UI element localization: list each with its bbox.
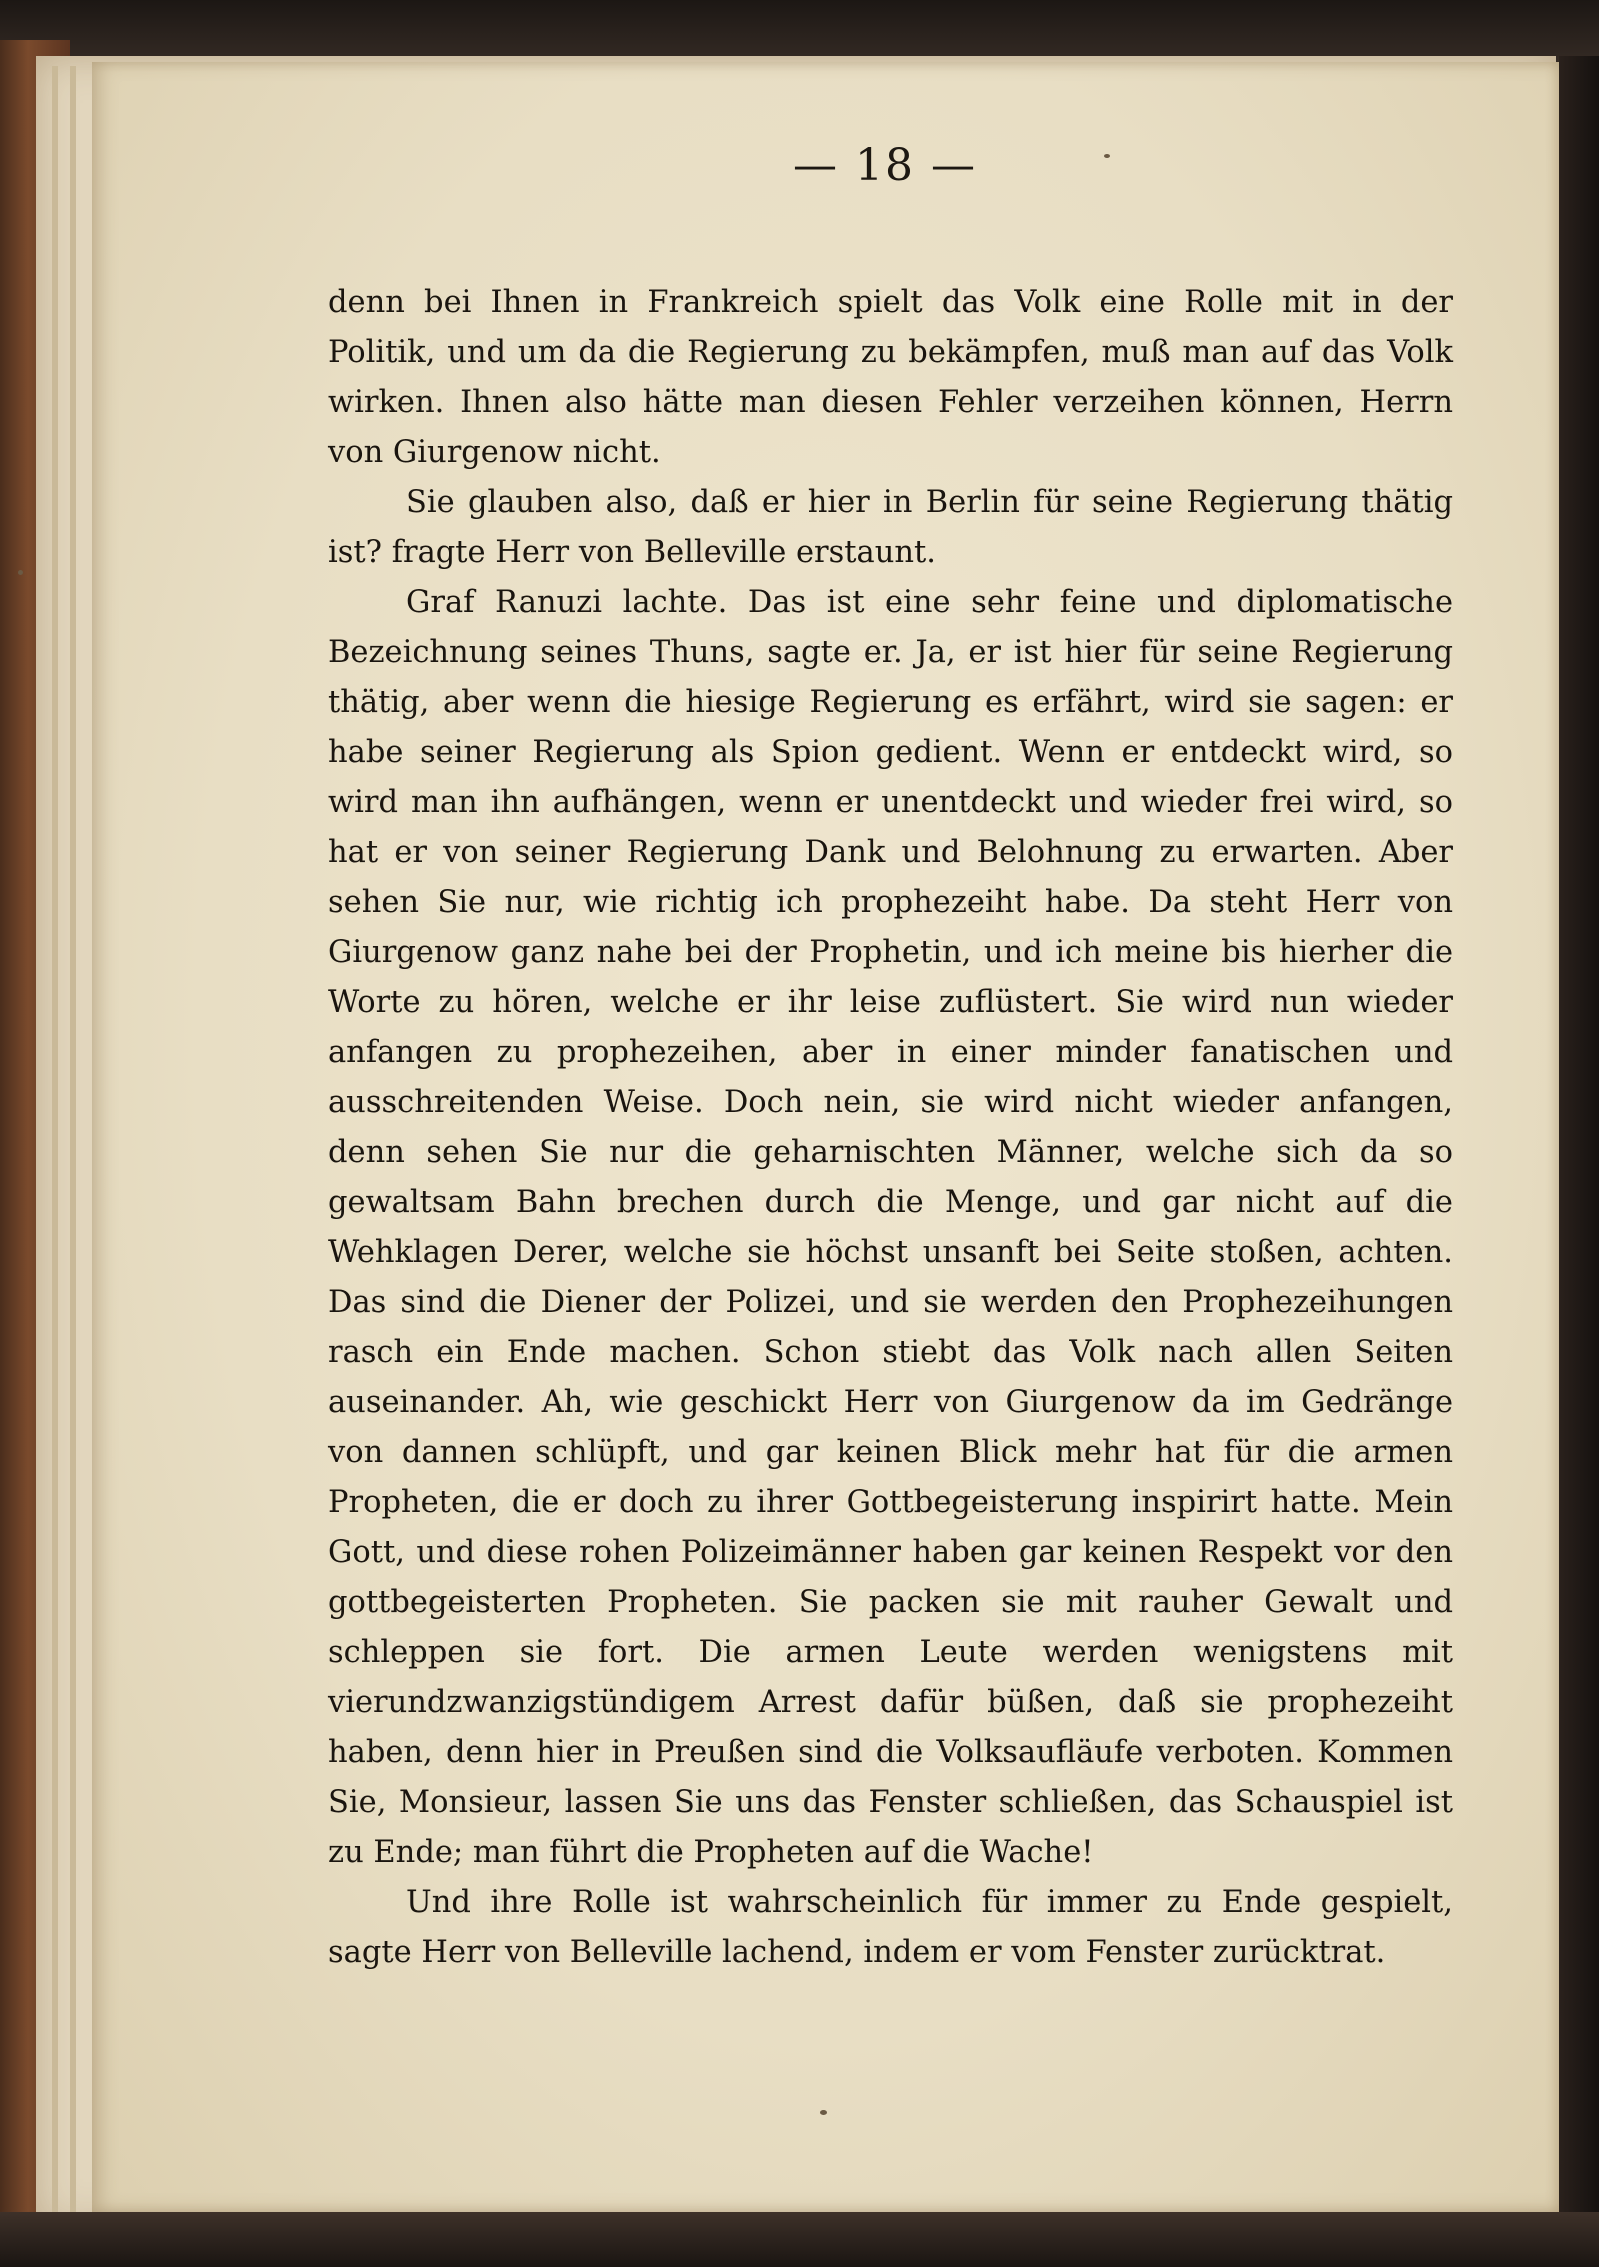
paragraph-1: denn bei Ihnen in Frankreich spielt das Volk eine Rolle mit in der Politik, und um da die Regierung zu bekämpfen, muß man auf das Volk wirken. Ihnen also hätte man diesen Fehler verzeihen können, Herrn von Giurgenow nicht. [328,285,1453,470]
paragraph-2: Sie glauben also, daß er hier in Berlin für seine Regierung thätig ist? fragte Herr von Belleville erstaunt. [328,485,1453,570]
paragraph-3: Graf Ranuzi lachte. Das ist eine sehr feine und diplomatische Bezeichnung seines Thuns, sagte er. Ja, er ist hier für seine Regierung thätig, aber wenn die hiesige Regierung es erfährt, wird sie sagen: er habe seiner Regierung als Spion gedient. Wenn er entdeckt wird, so wird man ihn aufhängen, wenn er unentdeckt und wieder frei wird, so hat er von seiner Regierung Dank und Belohnung zu erwarten. Aber sehen Sie nur, wie richtig ich prophezeiht habe. Da steht Herr von Giurgenow ganz nahe bei der Prophetin, und ich meine bis hierher die Worte zu hören, welche er ihr leise zuflüstert. Sie wird nun wieder anfangen zu prophezeihen, aber in einer minder fanatischen und ausschreitenden Weise. Doch nein, sie wird nicht wieder anfangen, denn sehen Sie nur die geharnischten Männer, welche sich da so gewaltsam Bahn brechen durch die Menge, und gar nicht auf die Wehklagen Derer, welche sie höchst unsanft bei Seite stoßen, achten. Das sind die Diener der Polizei, und sie werden den Prophezeihungen rasch ein Ende machen. Schon stiebt das Volk nach allen Seiten auseinander. Ah, wie geschickt Herr von Giurgenow da im Gedränge von dannen schlüpft, und gar keinen Blick mehr hat für die armen Propheten, die er doch zu ihrer Gottbegeisterung inspirirt hatte. Mein Gott, und diese rohen Polizeimänner haben gar keinen Respekt vor den gottbegeisterten Propheten. Sie packen sie mit rauher Gewalt und schleppen sie fort. Die armen Leute werden wenigstens mit vierundzwanzigstündigem Arrest dafür büßen, daß sie prophezeiht haben, denn hier in Preußen sind die Volksaufläufe verboten. Kommen Sie, Monsieur, lassen Sie uns das Fenster schließen, das Schauspiel ist zu Ende; man führt die Propheten auf die Wache! [328,585,1453,1870]
right-edge-shadow [1559,56,1599,2267]
paper-speck [1104,154,1110,158]
paper-speck [18,570,23,575]
body-text [328,278,1453,1978]
paragraph-4: Und ihre Rolle ist wahrscheinlich für immer zu Ende gespielt, sagte Herr von Belleville lachend, indem er vom Fenster zurücktrat. [328,1885,1453,1970]
bottom-edge-shadow [0,2212,1599,2267]
paper-speck [820,2110,827,2115]
page-number: — 18 — [793,140,977,191]
